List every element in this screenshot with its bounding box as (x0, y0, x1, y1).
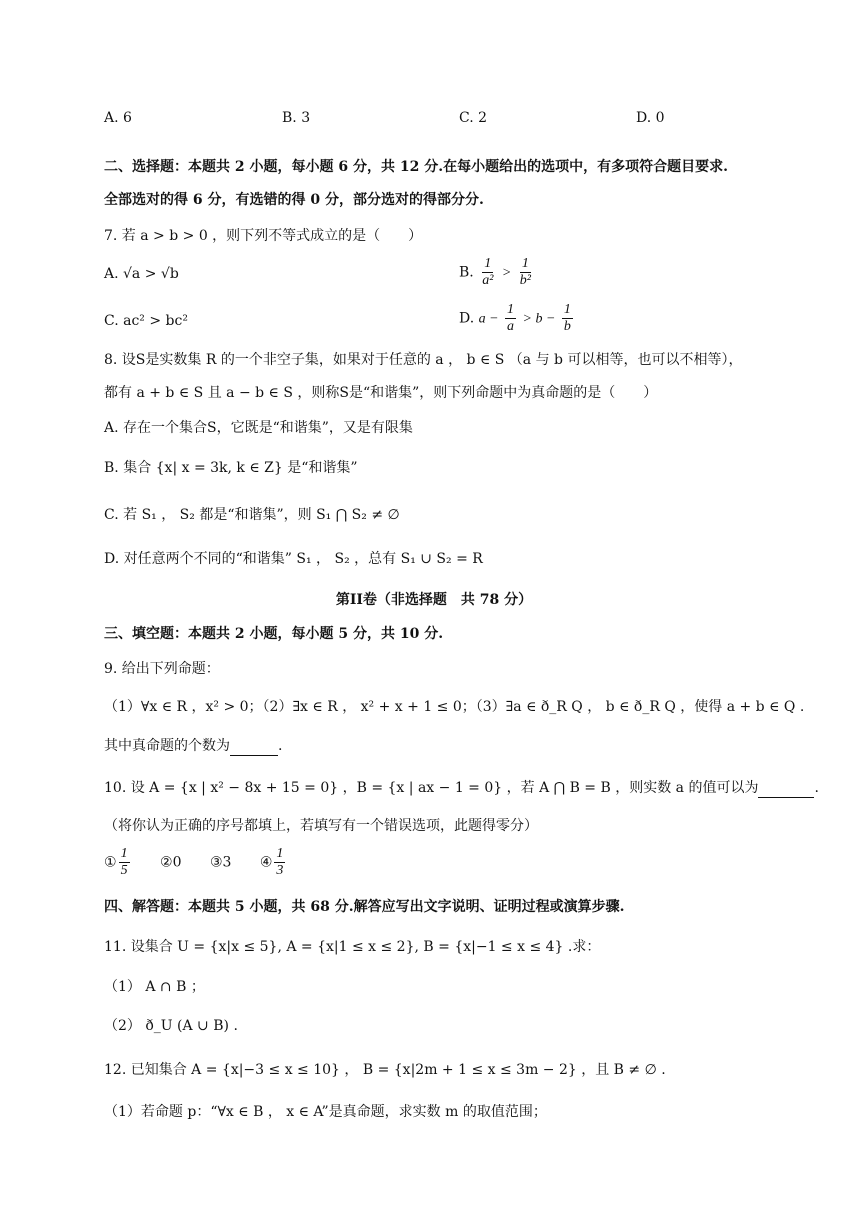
fraction: $\frac{1}{b}$ (563, 302, 571, 334)
q11-part1: （1） A ∩ B ； (104, 979, 205, 995)
fraction: $\frac{1}{\text{a²}}$ (482, 256, 494, 288)
fraction: $\frac{1}{a}$ (507, 302, 515, 334)
q10-stem: 10. 设 A = {x | x² − 8x + 15 = 0} ，B = {x | ax − 1 = 0} ，若 A ⋂ B = B ，则实数 a 的值可以为 . (104, 780, 819, 796)
q6-option-b: B. 3 (282, 110, 311, 126)
q11-part2: （2） ð_U (A ∪ B) . (104, 1018, 238, 1034)
q9-stem: 9. 给出下列命题： (104, 661, 220, 677)
q8-stem-line1: 8. 设S是实数集 R 的一个非空子集，如果对于任意的 a ， b ∈ S （a 与 b 可以相等，也可以不相等）， (104, 352, 743, 368)
q7-option-b: B. $\frac{1}{\text{a²}}$ > $\frac{1}{\text{b²}}$ (459, 256, 531, 288)
section4-header: 四、解答题：本题共 5 小题，共 68 分.解答应写出文字说明、证明过程或演算步骤. (104, 899, 625, 915)
q11-stem: 11. 设集合 U = {x|x ≤ 5}, A = {x|1 ≤ x ≤ 2}, B = {x|−1 ≤ x ≤ 4} .求： (104, 939, 601, 955)
q7-option-a: A. √a > √b (104, 266, 179, 282)
fraction: $\frac{1}{5}$ (120, 846, 128, 878)
part2-title: 第II卷（非选择题 共 78 分） (335, 592, 533, 608)
q9-question: 其中真命题的个数为 . (104, 738, 283, 754)
section2-header-line1: 二、选择题：本题共 2 小题，每小题 6 分，共 12 分.在每小题给出的选项中，有多项符合题目要求. (104, 159, 728, 175)
q8-option-a: A. 存在一个集合S，它既是“和谐集”，又是有限集 (104, 420, 413, 436)
section3-header: 三、填空题：本题共 2 小题，每小题 5 分，共 10 分. (104, 626, 444, 642)
q8-option-b: B. 集合 {x| x = 3k, k ∈ Z} 是“和谐集” (104, 460, 358, 476)
section2-header-line2: 全部选对的得 6 分，有选错的得 0 分，部分选对的得部分分. (104, 192, 484, 208)
q10-note: （将你认为正确的序号都填上，若填写有一个错误选项，此题得零分） (104, 818, 538, 834)
q8-stem-line2: 都有 a + b ∈ S 且 a − b ∈ S ，则称S是“和谐集”，则下列命题中为真命题的是（ ） (104, 385, 658, 401)
q7-stem: 7. 若 a > b > 0 ，则下列不等式成立的是（ ） (104, 228, 423, 244)
q9-propositions: （1）∀x ∈ R ，x² > 0；（2）∃x ∈ R ， x² + x + 1 ≤ 0；（3）∃a ∈ ð_R Q ， b ∈ ð_R Q ，使得 a + b ∈ Q . (104, 699, 805, 715)
q12-stem: 12. 已知集合 A = {x|−3 ≤ x ≤ 10} ， B = {x|2m + 1 ≤ x ≤ 3m − 2} ，且 B ≠ ∅ . (104, 1062, 666, 1078)
q8-option-c: C. 若 S₁ ， S₂ 都是“和谐集”，则 S₁ ⋂ S₂ ≠ ∅ (104, 507, 400, 523)
q7-option-c: C. ac² > bc² (104, 313, 188, 329)
answer-blank (230, 755, 278, 756)
q7-option-d: D. a − $\frac{1}{a}$ > b − $\frac{1}{b}$ (459, 302, 571, 334)
fraction: $\frac{1}{\text{b²}}$ (519, 256, 531, 288)
q6-option-d: D. 0 (636, 110, 665, 126)
answer-blank (758, 797, 814, 798)
q6-option-a: A. 6 (104, 110, 132, 126)
fraction: $\frac{1}{3}$ (276, 846, 284, 878)
q8-option-d: D. 对任意两个不同的“和谐集” S₁ ， S₂ ，总有 S₁ ∪ S₂ = R (104, 551, 483, 567)
q6-option-c: C. 2 (459, 110, 488, 126)
q12-part1: （1）若命题 p：“∀x ∈ B ， x ∈ A”是真命题，求实数 m 的取值范围； (104, 1104, 547, 1120)
q10-choices: ① $\frac{1}{5}$ ②0 ③3 ④ $\frac{1}{3}$ (104, 846, 284, 878)
